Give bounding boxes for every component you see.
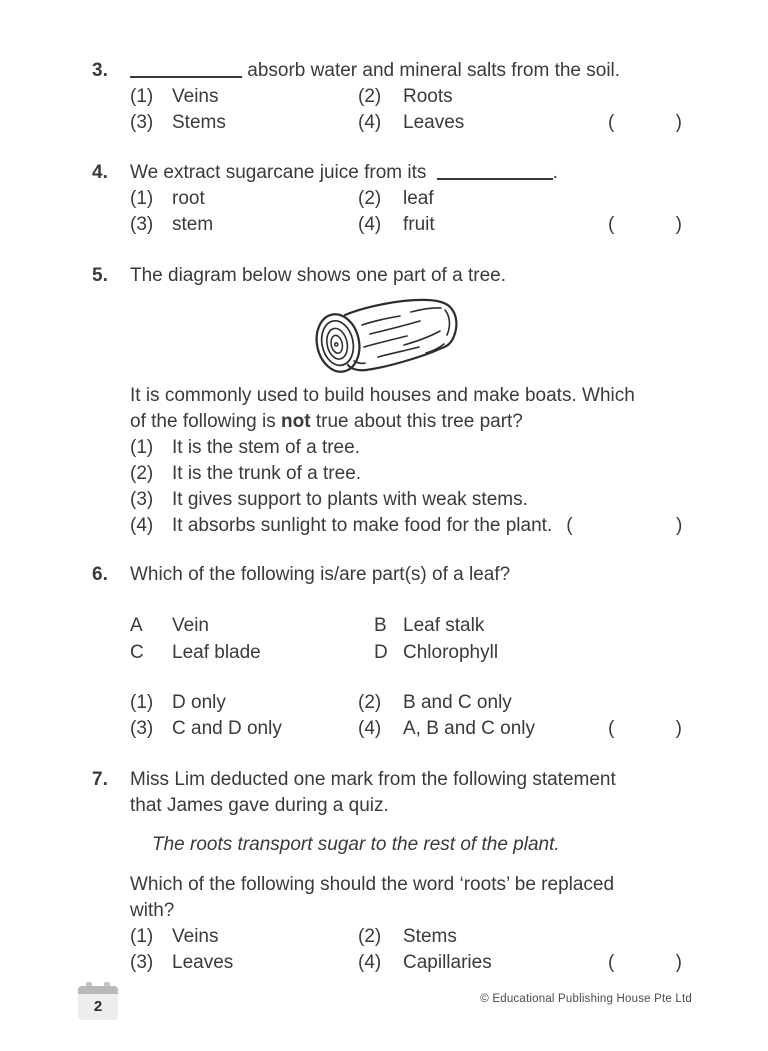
option-marker: (3) (130, 952, 154, 973)
log-illustration (308, 295, 708, 379)
option-marker: (1) (130, 86, 154, 107)
question-7-ask-line2: with? (130, 900, 175, 921)
question-4-stem-text: We extract sugarcane juice from its (130, 162, 427, 183)
option-text: It absorbs sunlight to make food for the plant. ( ) (172, 513, 708, 539)
option-text: Leaves (172, 952, 234, 973)
question-6-stem: Which of the following is/are part(s) of a leaf? (130, 564, 511, 585)
option-marker: (4) (358, 214, 382, 235)
option-text: Stems (172, 112, 226, 133)
item-text: Vein (172, 615, 209, 636)
question-5-para-line2: of the following is not true about this tree part? (130, 411, 523, 432)
option-text: stem (172, 214, 214, 235)
option-text: Veins (172, 86, 219, 107)
question-4-stem: We extract sugarcane juice from its . (130, 162, 558, 183)
option-text: Capillaries ( ) (403, 950, 708, 976)
item-letter: A (130, 615, 143, 636)
question-6 (92, 562, 768, 742)
answer-blank-line (437, 164, 553, 180)
option-marker: (4) (130, 515, 154, 536)
option-marker: (1) (130, 926, 154, 947)
question-5-para-line1: It is commonly used to build houses and make boats. Which (130, 385, 635, 406)
question-6-options (130, 690, 708, 742)
option-marker: (2) (358, 188, 382, 209)
item-text: Leaf stalk (403, 615, 485, 636)
answer-bracket-close: ) (676, 515, 683, 536)
option-marker: (2) (358, 926, 382, 947)
option-text: D only (172, 692, 226, 713)
answer-bracket: ( ) (608, 718, 682, 739)
option-text: Leaves ( ) (403, 110, 708, 136)
question-5-number: 5. (92, 265, 108, 286)
option-text: root (172, 188, 205, 209)
option-text: Stems (403, 926, 457, 947)
option-text: Veins (172, 926, 219, 947)
option-marker: (4) (358, 718, 382, 739)
option-marker: (3) (130, 112, 154, 133)
answer-bracket: ( ) (608, 112, 682, 133)
option-marker: (4) (358, 952, 382, 973)
question-3-stem (130, 58, 708, 84)
option-text: leaf (403, 188, 434, 209)
question-3-number: 3. (92, 60, 108, 81)
question-6-number: 6. (92, 564, 108, 585)
question-7-number: 7. (92, 769, 108, 790)
page-number: 2 (93, 998, 103, 1015)
option-marker: (4) (358, 112, 382, 133)
option-text: C and D only (172, 718, 282, 739)
item-text: Leaf blade (172, 642, 261, 663)
log-drawing-svg (308, 295, 460, 379)
question-4-options (130, 186, 708, 238)
option-text: Roots (403, 86, 453, 107)
question-3-stem-text: absorb water and mineral salts from the soil. (247, 60, 621, 81)
question-5-paragraph (130, 383, 708, 435)
option-marker: (1) (130, 437, 154, 458)
option-text: fruit ( ) (403, 212, 708, 238)
quoted-statement: The roots transport sugar to the rest of the plant. (152, 834, 560, 855)
option-marker: (2) (130, 463, 154, 484)
answer-blank-line (130, 62, 242, 78)
page-footer (0, 978, 768, 1020)
option-marker: (2) (358, 86, 382, 107)
item-letter: C (130, 642, 144, 663)
copyright-text: © Educational Publishing House Pte Ltd (480, 993, 692, 1005)
answer-bracket: ( ) (608, 214, 682, 235)
question-5-stem: The diagram below shows one part of a tree. (130, 265, 506, 286)
option-text: A, B and C only ( ) (403, 716, 708, 742)
question-7-ask-line1: Which of the following should the word ‘roots’ be replaced (130, 874, 615, 895)
option-marker: (1) (130, 188, 154, 209)
option-marker: (3) (130, 214, 154, 235)
option-text: It is the trunk of a tree. (172, 463, 362, 484)
question-6-items (130, 612, 708, 666)
question-7-stem-line1: Miss Lim deducted one mark from the following statement (130, 769, 616, 790)
option-marker: (2) (358, 692, 382, 713)
option-marker: (3) (130, 489, 154, 510)
badge-top-bar (78, 986, 118, 994)
answer-bracket-open: ( (566, 515, 573, 536)
page-number-badge (78, 986, 118, 1020)
question-7-stem-line2: that James gave during a quiz. (130, 795, 389, 816)
item-text: Chlorophyll (403, 642, 499, 663)
option-marker: (3) (130, 718, 154, 739)
question-7 (92, 767, 768, 976)
option-text: It is the stem of a tree. (172, 437, 360, 458)
question-4 (92, 160, 768, 238)
option-text: B and C only (403, 692, 512, 713)
option-marker: (1) (130, 692, 154, 713)
answer-bracket: ( ) (608, 952, 682, 973)
option-text: It gives support to plants with weak stems. (172, 489, 528, 510)
item-letter: B (374, 615, 387, 636)
emphasized-word: not (281, 411, 311, 432)
item-letter: D (374, 642, 388, 663)
question-5 (92, 263, 768, 539)
question-7-options (130, 924, 708, 976)
question-5-options (130, 435, 708, 539)
question-4-number: 4. (92, 162, 108, 183)
question-3-options (130, 84, 708, 136)
question-3 (92, 58, 768, 136)
